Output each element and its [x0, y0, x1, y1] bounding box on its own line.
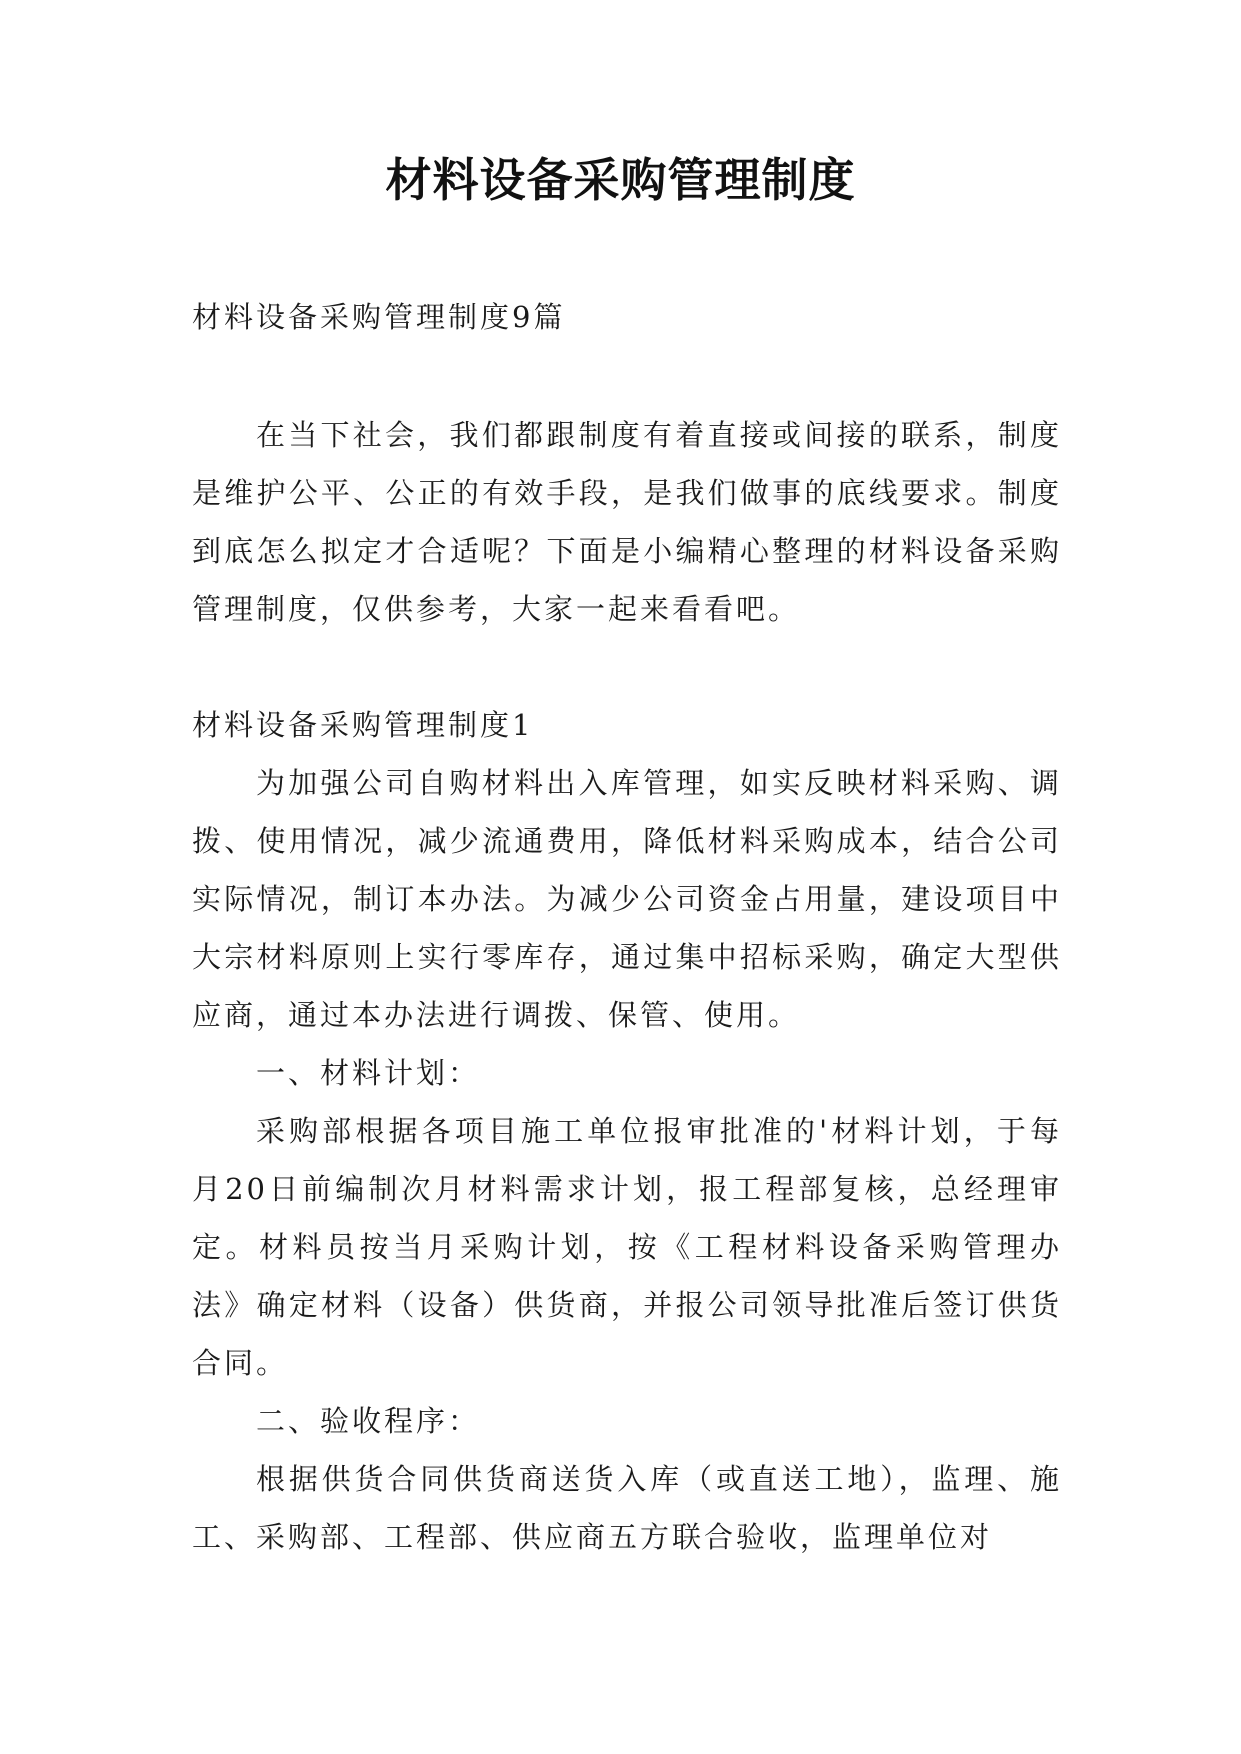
- item-heading-material-plan: 一、材料计划：: [256, 1056, 481, 1090]
- document-title: 材料设备采购管理制度: [385, 153, 856, 207]
- item-body-material-plan: 采购部根据各项目施工单位报审批准的'材料计划，于每月20日前编制次月材料需求计划，报工程部复核，总经理审定。材料员按当月采购计划，按《工程材料设备采购管理办法》确定材料（设备）供货商，并报公司领导批准后签订供货合同。: [192, 1114, 1062, 1380]
- item-body-acceptance: 根据供货合同供货商送货入库（或直送工地），监理、施工、采购部、工程部、供应商五方联合验收，监理单位对: [192, 1462, 1062, 1554]
- section-heading: 材料设备采购管理制度1: [192, 708, 534, 742]
- section-paragraph: 为加强公司自购材料出入库管理，如实反映材料采购、调拨、使用情况，减少流通费用，降低材料采购成本，结合公司实际情况，制订本办法。为减少公司资金占用量，建设项目中大宗材料原则上实行零库存，通过集中招标采购，确定大型供应商，通过本办法进行调拨、保管、使用。: [192, 766, 1062, 1032]
- intro-paragraph: 在当下社会，我们都跟制度有着直接或间接的联系，制度是维护公平、公正的有效手段，是我们做事的底线要求。制度到底怎么拟定才合适呢？下面是小编精心整理的材料设备采购管理制度，仅供参考，大家一起来看看吧。: [192, 418, 1062, 626]
- document-subtitle: 材料设备采购管理制度9篇: [192, 300, 566, 334]
- item-heading-acceptance: 二、验收程序：: [256, 1404, 481, 1438]
